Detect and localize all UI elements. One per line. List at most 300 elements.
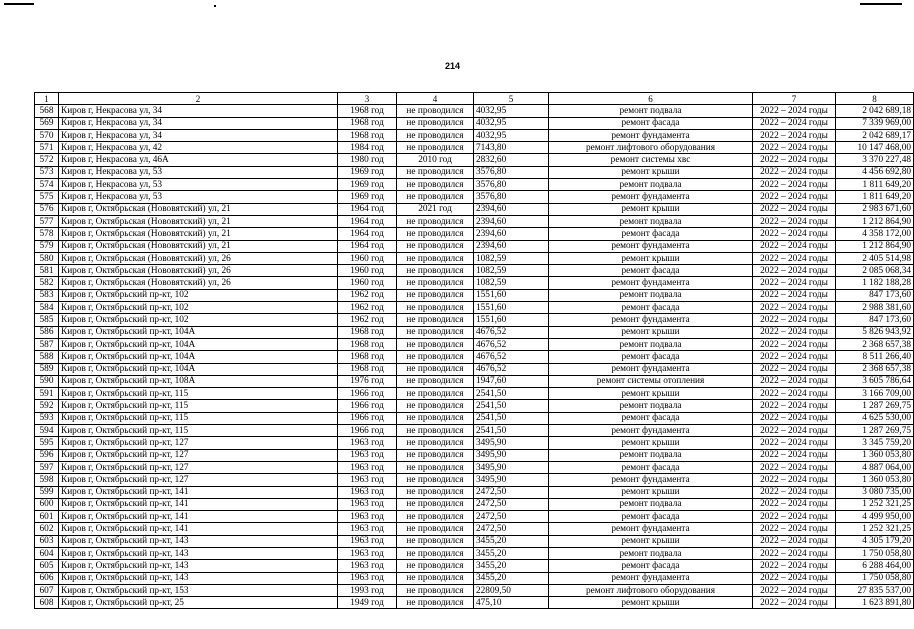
column-number: 1: [35, 93, 59, 105]
cost-cell: 2 368 657,38: [836, 363, 914, 375]
planned-period-cell: 2022 – 2024 годы: [753, 523, 836, 535]
table-body: [35, 105, 914, 609]
total-area-cell: 1551,60: [474, 302, 549, 314]
total-area-cell: 2394,60: [474, 228, 549, 240]
cost-cell: 4 887 064,00: [836, 461, 914, 473]
table-row: [35, 203, 914, 215]
column-number: 5: [474, 93, 549, 105]
last-repair-year-cell: 2010 год: [397, 154, 474, 166]
planned-period-cell: 2022 – 2024 годы: [753, 560, 836, 572]
row-number-cell: 574: [35, 179, 59, 191]
row-number-cell: 586: [35, 326, 59, 338]
table-row: [35, 240, 914, 252]
table-row: [35, 560, 914, 572]
total-area-cell: 2394,60: [474, 240, 549, 252]
work-type-cell: ремонт фундамента: [549, 572, 753, 584]
row-number-cell: 590: [35, 375, 59, 387]
cost-cell: 7 339 969,00: [836, 117, 914, 129]
construction-year-cell: 1966 год: [338, 400, 397, 412]
cost-cell: 1 811 649,20: [836, 179, 914, 191]
planned-period-cell: 2022 – 2024 годы: [753, 449, 836, 461]
planned-period-cell: 2022 – 2024 годы: [753, 461, 836, 473]
work-type-cell: ремонт фундамента: [549, 363, 753, 375]
address-cell: Киров г, Октябрьский пр-кт, 143: [59, 535, 338, 547]
total-area-cell: 2394,60: [474, 215, 549, 227]
address-cell: Киров г, Октябрьский пр-кт, 127: [59, 461, 338, 473]
cost-cell: 2 042 689,18: [836, 105, 914, 117]
work-type-cell: ремонт крыши: [549, 203, 753, 215]
work-type-cell: ремонт фасада: [549, 302, 753, 314]
cost-cell: 4 499 950,00: [836, 511, 914, 523]
planned-period-cell: 2022 – 2024 годы: [753, 191, 836, 203]
last-repair-year-cell: не проводился: [397, 572, 474, 584]
address-cell: Киров г, Октябрьский пр-кт, 104А: [59, 326, 338, 338]
construction-year-cell: 1964 год: [338, 215, 397, 227]
address-cell: Киров г, Октябрьский пр-кт, 115: [59, 388, 338, 400]
planned-period-cell: 2022 – 2024 годы: [753, 129, 836, 141]
work-type-cell: ремонт подвала: [549, 547, 753, 559]
row-number-cell: 596: [35, 449, 59, 461]
work-type-cell: ремонт подвала: [549, 498, 753, 510]
total-area-cell: 2472,50: [474, 523, 549, 535]
address-cell: Киров г, Некрасова ул, 46А: [59, 154, 338, 166]
table-row: [35, 142, 914, 154]
cost-cell: 847 173,60: [836, 314, 914, 326]
address-cell: Киров г, Октябрьский пр-кт, 141: [59, 511, 338, 523]
address-cell: Киров г, Некрасова ул, 34: [59, 117, 338, 129]
address-cell: Киров г, Октябрьский пр-кт, 127: [59, 449, 338, 461]
table-row: [35, 289, 914, 301]
work-type-cell: ремонт подвала: [549, 338, 753, 350]
address-cell: Киров г, Октябрьская (Нововятский) ул, 26: [59, 277, 338, 289]
row-number-cell: 599: [35, 486, 59, 498]
work-type-cell: ремонт крыши: [549, 166, 753, 178]
planned-period-cell: 2022 – 2024 годы: [753, 154, 836, 166]
planned-period-cell: 2022 – 2024 годы: [753, 597, 836, 609]
planned-period-cell: 2022 – 2024 годы: [753, 363, 836, 375]
cost-cell: 1 252 321,25: [836, 498, 914, 510]
construction-year-cell: 1968 год: [338, 326, 397, 338]
last-repair-year-cell: не проводился: [397, 265, 474, 277]
planned-period-cell: 2022 – 2024 годы: [753, 179, 836, 191]
work-type-cell: ремонт фундамента: [549, 425, 753, 437]
total-area-cell: 1947,60: [474, 375, 549, 387]
construction-year-cell: 1960 год: [338, 265, 397, 277]
construction-year-cell: 1964 год: [338, 203, 397, 215]
construction-year-cell: 1969 год: [338, 166, 397, 178]
address-cell: Киров г, Октябрьская (Нововятский) ул, 26: [59, 252, 338, 264]
column-number: 7: [753, 93, 836, 105]
address-cell: Киров г, Октябрьский пр-кт, 127: [59, 437, 338, 449]
planned-period-cell: 2022 – 2024 годы: [753, 240, 836, 252]
cost-cell: 847 173,60: [836, 289, 914, 301]
work-type-cell: ремонт фасада: [549, 412, 753, 424]
row-number-cell: 576: [35, 203, 59, 215]
cost-cell: 1 750 058,80: [836, 572, 914, 584]
table-row: [35, 584, 914, 596]
cost-cell: 1 287 269,75: [836, 400, 914, 412]
row-number-cell: 601: [35, 511, 59, 523]
total-area-cell: 3455,20: [474, 535, 549, 547]
cost-cell: 2 085 068,34: [836, 265, 914, 277]
last-repair-year-cell: не проводился: [397, 351, 474, 363]
work-type-cell: ремонт подвала: [549, 400, 753, 412]
table-row: [35, 535, 914, 547]
total-area-cell: 3495,90: [474, 437, 549, 449]
total-area-cell: 4032,95: [474, 129, 549, 141]
last-repair-year-cell: не проводился: [397, 277, 474, 289]
cost-cell: 2 405 514,98: [836, 252, 914, 264]
table-row: [35, 388, 914, 400]
last-repair-year-cell: не проводился: [397, 142, 474, 154]
last-repair-year-cell: не проводился: [397, 129, 474, 141]
table-row: [35, 597, 914, 609]
table-row: [35, 166, 914, 178]
planned-period-cell: 2022 – 2024 годы: [753, 252, 836, 264]
last-repair-year-cell: не проводился: [397, 375, 474, 387]
last-repair-year-cell: не проводился: [397, 437, 474, 449]
total-area-cell: 4676,52: [474, 351, 549, 363]
planned-period-cell: 2022 – 2024 годы: [753, 215, 836, 227]
work-type-cell: ремонт фундамента: [549, 191, 753, 203]
construction-year-cell: 1980 год: [338, 154, 397, 166]
scan-edge-mark-left: [4, 3, 34, 5]
total-area-cell: 4032,95: [474, 117, 549, 129]
construction-year-cell: 1963 год: [338, 535, 397, 547]
table-row: [35, 338, 914, 350]
last-repair-year-cell: 2021 год: [397, 203, 474, 215]
construction-year-cell: 1960 год: [338, 277, 397, 289]
construction-year-cell: 1963 год: [338, 560, 397, 572]
table-row: [35, 437, 914, 449]
construction-year-cell: 1963 год: [338, 547, 397, 559]
construction-year-cell: 1966 год: [338, 388, 397, 400]
table-row: [35, 363, 914, 375]
last-repair-year-cell: не проводился: [397, 498, 474, 510]
construction-year-cell: 1984 год: [338, 142, 397, 154]
last-repair-year-cell: не проводился: [397, 289, 474, 301]
table-row: [35, 523, 914, 535]
construction-year-cell: 1968 год: [338, 351, 397, 363]
table-row: [35, 252, 914, 264]
planned-period-cell: 2022 – 2024 годы: [753, 547, 836, 559]
planned-period-cell: 2022 – 2024 годы: [753, 289, 836, 301]
row-number-cell: 587: [35, 338, 59, 350]
total-area-cell: 3495,90: [474, 474, 549, 486]
construction-year-cell: 1969 год: [338, 179, 397, 191]
address-cell: Киров г, Октябрьский пр-кт, 102: [59, 314, 338, 326]
table-row: [35, 498, 914, 510]
last-repair-year-cell: не проводился: [397, 166, 474, 178]
address-cell: Киров г, Октябрьский пр-кт, 102: [59, 289, 338, 301]
total-area-cell: 475,10: [474, 597, 549, 609]
row-number-cell: 570: [35, 129, 59, 141]
table-row: [35, 461, 914, 473]
row-number-cell: 606: [35, 572, 59, 584]
last-repair-year-cell: не проводился: [397, 326, 474, 338]
work-type-cell: ремонт крыши: [549, 535, 753, 547]
row-number-cell: 571: [35, 142, 59, 154]
row-number-cell: 600: [35, 498, 59, 510]
table-row: [35, 277, 914, 289]
address-cell: Киров г, Октябрьский пр-кт, 141: [59, 486, 338, 498]
last-repair-year-cell: не проводился: [397, 584, 474, 596]
planned-period-cell: 2022 – 2024 годы: [753, 412, 836, 424]
cost-cell: 3 080 735,00: [836, 486, 914, 498]
table-row: [35, 425, 914, 437]
cost-cell: 4 625 530,00: [836, 412, 914, 424]
row-number-cell: 572: [35, 154, 59, 166]
address-cell: Киров г, Октябрьская (Нововятский) ул, 26: [59, 265, 338, 277]
planned-period-cell: 2022 – 2024 годы: [753, 498, 836, 510]
address-cell: Киров г, Октябрьский пр-кт, 127: [59, 474, 338, 486]
address-cell: Киров г, Октябрьская (Нововятский) ул, 21: [59, 203, 338, 215]
total-area-cell: 4676,52: [474, 338, 549, 350]
row-number-cell: 577: [35, 215, 59, 227]
row-number-cell: 608: [35, 597, 59, 609]
construction-year-cell: 1968 год: [338, 363, 397, 375]
last-repair-year-cell: не проводился: [397, 228, 474, 240]
last-repair-year-cell: не проводился: [397, 523, 474, 535]
planned-period-cell: 2022 – 2024 годы: [753, 326, 836, 338]
total-area-cell: 3576,80: [474, 179, 549, 191]
planned-period-cell: 2022 – 2024 годы: [753, 486, 836, 498]
construction-year-cell: 1963 год: [338, 474, 397, 486]
address-cell: Киров г, Октябрьский пр-кт, 143: [59, 572, 338, 584]
work-type-cell: ремонт фасада: [549, 461, 753, 473]
work-type-cell: ремонт фундамента: [549, 129, 753, 141]
row-number-cell: 584: [35, 302, 59, 314]
table-row: [35, 351, 914, 363]
cost-cell: 6 288 464,00: [836, 560, 914, 572]
row-number-cell: 573: [35, 166, 59, 178]
last-repair-year-cell: не проводился: [397, 400, 474, 412]
row-number-cell: 592: [35, 400, 59, 412]
work-type-cell: ремонт подвала: [549, 179, 753, 191]
table-row: [35, 511, 914, 523]
work-type-cell: ремонт крыши: [549, 437, 753, 449]
construction-year-cell: 1963 год: [338, 449, 397, 461]
row-number-cell: 597: [35, 461, 59, 473]
last-repair-year-cell: не проводился: [397, 252, 474, 264]
planned-period-cell: 2022 – 2024 годы: [753, 265, 836, 277]
cost-cell: 1 360 053,80: [836, 474, 914, 486]
planned-period-cell: 2022 – 2024 годы: [753, 105, 836, 117]
row-number-cell: 603: [35, 535, 59, 547]
total-area-cell: 3495,90: [474, 461, 549, 473]
row-number-cell: 594: [35, 425, 59, 437]
row-number-cell: 569: [35, 117, 59, 129]
table-row: [35, 228, 914, 240]
row-number-cell: 582: [35, 277, 59, 289]
planned-period-cell: 2022 – 2024 годы: [753, 375, 836, 387]
column-number-row: [35, 93, 914, 105]
work-type-cell: ремонт фасада: [549, 511, 753, 523]
work-type-cell: ремонт фундамента: [549, 277, 753, 289]
cost-cell: 1 212 864,90: [836, 215, 914, 227]
row-number-cell: 595: [35, 437, 59, 449]
cost-cell: 4 358 172,00: [836, 228, 914, 240]
table-row: [35, 572, 914, 584]
last-repair-year-cell: не проводился: [397, 449, 474, 461]
row-number-cell: 598: [35, 474, 59, 486]
total-area-cell: 3495,90: [474, 449, 549, 461]
address-cell: Киров г, Октябрьская (Нововятский) ул, 21: [59, 228, 338, 240]
planned-period-cell: 2022 – 2024 годы: [753, 474, 836, 486]
work-type-cell: ремонт фундамента: [549, 474, 753, 486]
address-cell: Киров г, Октябрьский пр-кт, 141: [59, 523, 338, 535]
total-area-cell: 2472,50: [474, 511, 549, 523]
cost-cell: 4 456 692,80: [836, 166, 914, 178]
planned-period-cell: 2022 – 2024 годы: [753, 400, 836, 412]
construction-year-cell: 1963 год: [338, 437, 397, 449]
total-area-cell: 1082,59: [474, 277, 549, 289]
column-number: 3: [338, 93, 397, 105]
column-number: 8: [836, 93, 914, 105]
address-cell: Киров г, Октябрьский пр-кт, 115: [59, 412, 338, 424]
table-row: [35, 191, 914, 203]
last-repair-year-cell: не проводился: [397, 240, 474, 252]
last-repair-year-cell: не проводился: [397, 302, 474, 314]
table-row: [35, 449, 914, 461]
row-number-cell: 593: [35, 412, 59, 424]
work-type-cell: ремонт фасада: [549, 228, 753, 240]
total-area-cell: 4676,52: [474, 363, 549, 375]
cost-cell: 8 511 266,40: [836, 351, 914, 363]
column-number: 2: [59, 93, 338, 105]
last-repair-year-cell: не проводился: [397, 215, 474, 227]
total-area-cell: 2541,50: [474, 425, 549, 437]
address-cell: Киров г, Некрасова ул, 42: [59, 142, 338, 154]
last-repair-year-cell: не проводился: [397, 105, 474, 117]
table-row: [35, 105, 914, 117]
planned-period-cell: 2022 – 2024 годы: [753, 277, 836, 289]
table-row: [35, 215, 914, 227]
construction-year-cell: 1976 год: [338, 375, 397, 387]
last-repair-year-cell: не проводился: [397, 535, 474, 547]
cost-cell: 27 835 537,00: [836, 584, 914, 596]
planned-period-cell: 2022 – 2024 годы: [753, 437, 836, 449]
work-type-cell: ремонт фундамента: [549, 314, 753, 326]
last-repair-year-cell: не проводился: [397, 425, 474, 437]
total-area-cell: 7143,80: [474, 142, 549, 154]
construction-year-cell: 1966 год: [338, 425, 397, 437]
work-type-cell: ремонт фасада: [549, 351, 753, 363]
column-number: 4: [397, 93, 474, 105]
address-cell: Киров г, Октябрьский пр-кт, 143: [59, 547, 338, 559]
row-number-cell: 575: [35, 191, 59, 203]
address-cell: Киров г, Октябрьский пр-кт, 115: [59, 425, 338, 437]
last-repair-year-cell: не проводился: [397, 486, 474, 498]
work-type-cell: ремонт крыши: [549, 597, 753, 609]
cost-cell: 1 182 188,28: [836, 277, 914, 289]
page-number: 214: [444, 61, 461, 71]
work-type-cell: ремонт подвала: [549, 215, 753, 227]
construction-year-cell: 1963 год: [338, 572, 397, 584]
address-cell: Киров г, Октябрьский пр-кт, 104А: [59, 338, 338, 350]
last-repair-year-cell: не проводился: [397, 191, 474, 203]
row-number-cell: 585: [35, 314, 59, 326]
row-number-cell: 604: [35, 547, 59, 559]
construction-year-cell: 1968 год: [338, 129, 397, 141]
cost-cell: 2 988 381,60: [836, 302, 914, 314]
last-repair-year-cell: не проводился: [397, 363, 474, 375]
row-number-cell: 578: [35, 228, 59, 240]
cost-cell: 3 345 759,20: [836, 437, 914, 449]
table-row: [35, 474, 914, 486]
cost-cell: 1 623 891,80: [836, 597, 914, 609]
work-type-cell: ремонт подвала: [549, 105, 753, 117]
table-row: [35, 547, 914, 559]
cost-cell: 5 826 943,92: [836, 326, 914, 338]
last-repair-year-cell: не проводился: [397, 474, 474, 486]
address-cell: Киров г, Некрасова ул, 34: [59, 105, 338, 117]
total-area-cell: 3455,20: [474, 547, 549, 559]
total-area-cell: 3455,20: [474, 572, 549, 584]
last-repair-year-cell: не проводился: [397, 338, 474, 350]
table-row: [35, 129, 914, 141]
total-area-cell: 2541,50: [474, 412, 549, 424]
construction-year-cell: 1963 год: [338, 511, 397, 523]
address-cell: Киров г, Октябрьский пр-кт, 115: [59, 400, 338, 412]
construction-year-cell: 1964 год: [338, 228, 397, 240]
construction-year-cell: 1949 год: [338, 597, 397, 609]
row-number-cell: 605: [35, 560, 59, 572]
cost-cell: 4 305 179,20: [836, 535, 914, 547]
total-area-cell: 3576,80: [474, 191, 549, 203]
planned-period-cell: 2022 – 2024 годы: [753, 302, 836, 314]
planned-period-cell: 2022 – 2024 годы: [753, 117, 836, 129]
table-row: [35, 486, 914, 498]
planned-period-cell: 2022 – 2024 годы: [753, 572, 836, 584]
last-repair-year-cell: не проводился: [397, 117, 474, 129]
construction-year-cell: 1968 год: [338, 105, 397, 117]
table-row: [35, 154, 914, 166]
cost-cell: 2 368 657,38: [836, 338, 914, 350]
cost-cell: 1 360 053,80: [836, 449, 914, 461]
address-cell: Киров г, Некрасова ул, 34: [59, 129, 338, 141]
work-type-cell: ремонт фундамента: [549, 240, 753, 252]
address-cell: Киров г, Октябрьский пр-кт, 108А: [59, 375, 338, 387]
total-area-cell: 1082,59: [474, 252, 549, 264]
table-row: [35, 314, 914, 326]
planned-period-cell: 2022 – 2024 годы: [753, 425, 836, 437]
planned-period-cell: 2022 – 2024 годы: [753, 584, 836, 596]
scan-edge-mark-right: [860, 3, 902, 5]
address-cell: Киров г, Октябрьский пр-кт, 104А: [59, 363, 338, 375]
last-repair-year-cell: не проводился: [397, 179, 474, 191]
planned-period-cell: 2022 – 2024 годы: [753, 228, 836, 240]
construction-year-cell: 1963 год: [338, 523, 397, 535]
work-type-cell: ремонт фасада: [549, 265, 753, 277]
table-row: [35, 326, 914, 338]
planned-period-cell: 2022 – 2024 годы: [753, 166, 836, 178]
planned-period-cell: 2022 – 2024 годы: [753, 351, 836, 363]
cost-cell: 3 605 786,64: [836, 375, 914, 387]
row-number-cell: 583: [35, 289, 59, 301]
address-cell: Киров г, Октябрьская (Нововятский) ул, 21: [59, 240, 338, 252]
row-number-cell: 580: [35, 252, 59, 264]
construction-year-cell: 1963 год: [338, 461, 397, 473]
total-area-cell: 2394,60: [474, 203, 549, 215]
total-area-cell: 1551,60: [474, 314, 549, 326]
row-number-cell: 581: [35, 265, 59, 277]
table-row: [35, 412, 914, 424]
address-cell: Киров г, Октябрьский пр-кт, 141: [59, 498, 338, 510]
planned-period-cell: 2022 – 2024 годы: [753, 338, 836, 350]
work-type-cell: ремонт крыши: [549, 252, 753, 264]
work-type-cell: ремонт подвала: [549, 289, 753, 301]
